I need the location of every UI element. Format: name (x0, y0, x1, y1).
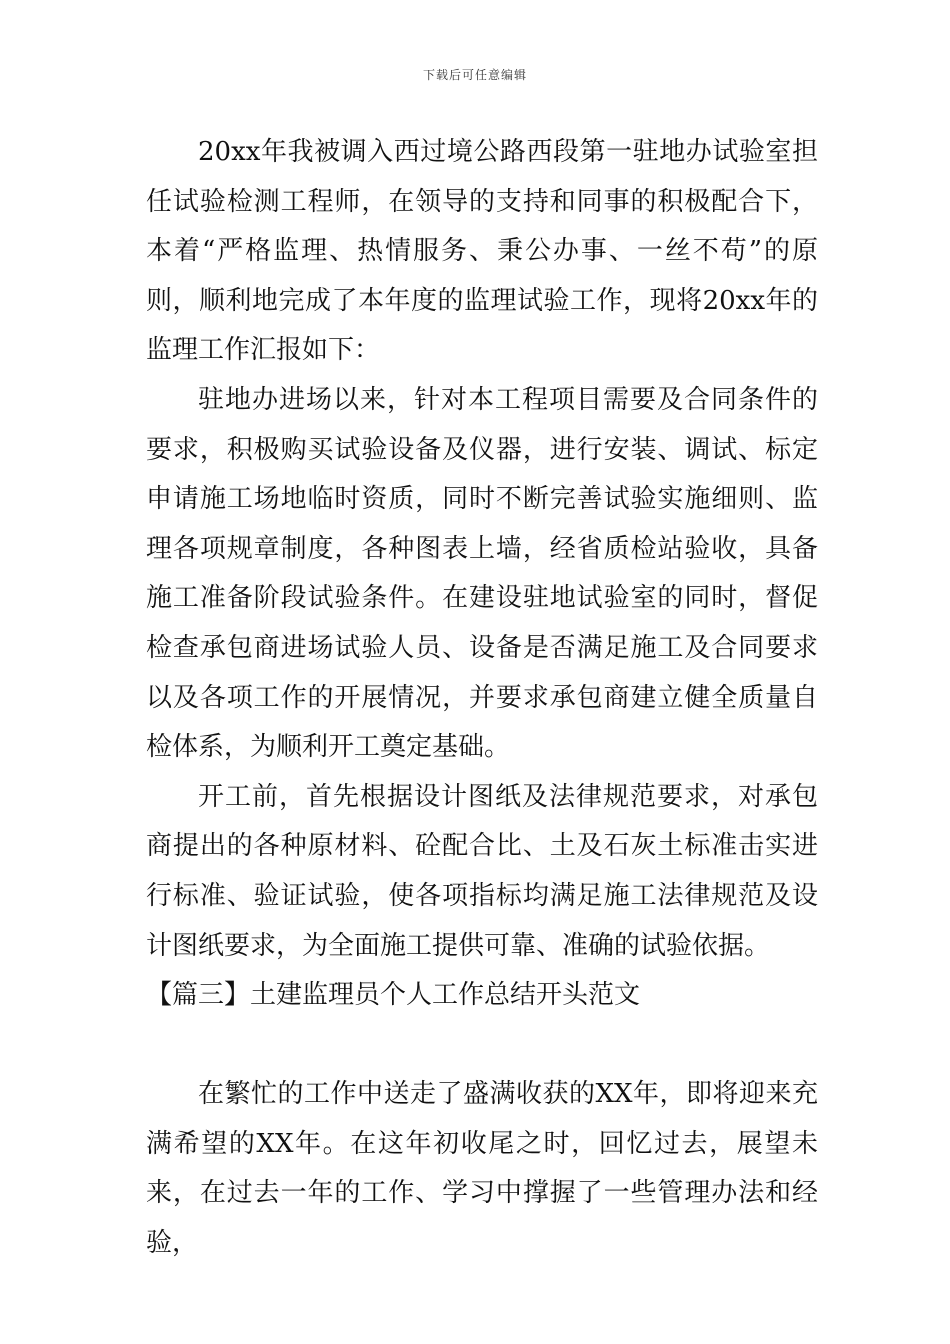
paragraph-2: 驻地办进场以来，针对本工程项目需要及合同条件的要求，积极购买试验设备及仪器，进行安装、调试、标定申请施工场地临时资质，同时不断完善试验实施细则、监理各项规章制度，各种图表上墙，经省质检站验收，具备施工准备阶段试验条件。在建设驻地试验室的同时，督促检查承包商进场试验人员、设备是否满足施工及合同要求以及各项工作的开展情况，并要求承包商建立健全质量自检体系，为顺利开工奠定基础。 (146, 384, 818, 763)
paragraph-3: 开工前，首先根据设计图纸及法律规范要求，对承包商提出的各种原材料、砼配合比、土及石灰土标准击实进行标准、验证试验，使各项指标均满足施工法律规范及设计图纸要求，为全面施工提供可靠、准确的试验依据。 (146, 781, 818, 961)
section-heading: 【篇三】土建监理员个人工作总结开头范文 (146, 980, 641, 1011)
blank-line (146, 1021, 818, 1071)
document-body (146, 128, 818, 1269)
page-header: 下载后可任意编辑 (422, 68, 527, 82)
paragraph-1: 20xx年我被调入西过境公路西段第一驻地办试验室担任试验检测工程师，在领导的支持和同事的积极配合下，本着“严格监理、热情服务、秉公办事、一丝不苟”的原则，顺利地完成了本年度的监理试验工作，现将20xx年的监理工作汇报如下： (146, 137, 818, 366)
paragraph-4: 在繁忙的工作中送走了盛满收获的XX年，即将迎来充满希望的XX年。在这年初收尾之时，回忆过去，展望未来，在过去一年的工作、学习中撑握了一些管理办法和经验， (146, 1079, 818, 1259)
